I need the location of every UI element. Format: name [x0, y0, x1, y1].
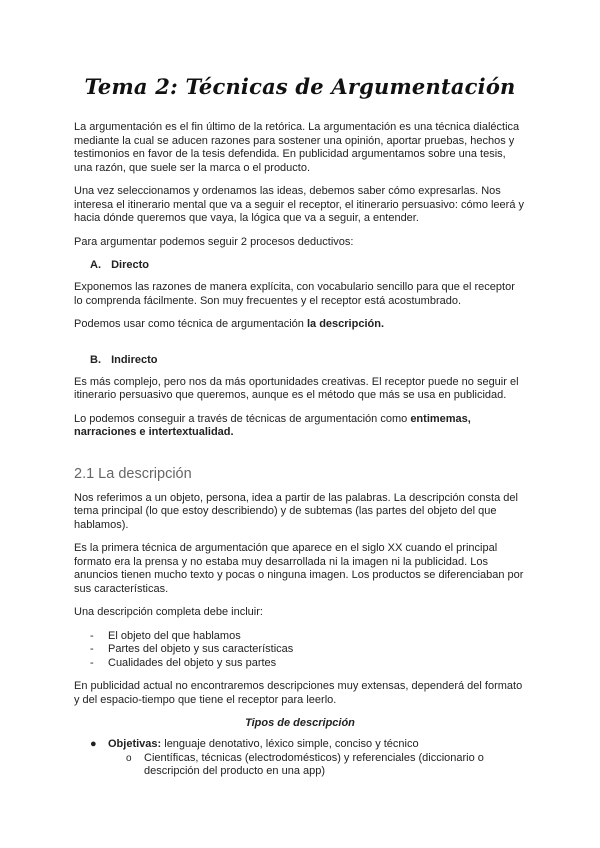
directo-paragraph-2-bold: la descripción. — [306, 318, 384, 330]
descripcion-paragraph-3: Una descripción completa debe incluir: — [74, 606, 263, 618]
dash-marker: - — [90, 629, 94, 642]
sub-list-item — [126, 752, 526, 779]
circle-marker: o — [126, 752, 132, 764]
document-title: Tema 2: Técnicas de Argumentación — [84, 74, 516, 99]
list-item-text: Cualidades del objeto y sus partes — [108, 656, 277, 669]
list-item-text: Partes del objeto y sus características — [108, 643, 294, 655]
bullet-marker: ● — [90, 738, 97, 750]
dash-marker: - — [90, 643, 94, 655]
subheading-name: Directo — [111, 259, 149, 271]
dash-marker: - — [90, 656, 94, 669]
directo-paragraph-2 — [74, 318, 526, 332]
section-heading-descripcion: 2.1 La descripción — [74, 465, 192, 482]
indirecto-paragraph-2 — [74, 413, 526, 440]
intro-paragraph-1: La argumentación es el fin último de la retórica. La argumentación es una técnica dialéctica mediante la cual se aducen razones para sostener una opinión, aportar pruebas, hechos y testimonios en favor de la tesis defendida. En publicidad argumentamos sobre una tesis, una razón, que suele ser la marca o el producto. — [74, 121, 520, 174]
list-item — [90, 643, 526, 657]
tipo-item-objetivas — [90, 738, 526, 779]
descripcion-list — [74, 630, 526, 671]
indirecto-paragraph-2-text: Lo podemos conseguir a través de técnicas de argumentación como — [74, 412, 411, 425]
intro-paragraph-2: Una vez seleccionamos y ordenamos las ideas, debemos saber cómo expresarlas. Nos interesa el itinerario mental que va a seguir el receptor, el itinerario persuasivo: cómo leerá y hacia dónde queremos que vaya, la lógica que va a seguir, a entender. — [74, 185, 525, 224]
directo-paragraph-1: Exponemos las razones de manera explícita, con vocabulario sencillo para que el receptor lo comprenda fácilmente. Son muy frecuentes y el receptor está acostumbrado. — [74, 281, 515, 307]
intro-paragraph-3: Para argumentar podemos seguir 2 procesos deductivos: — [74, 235, 354, 248]
list-item — [90, 630, 526, 644]
subheading-label: B. — [90, 353, 101, 366]
list-item-text: El objeto del que hablamos — [108, 629, 241, 642]
directo-paragraph-2-text: Podemos usar como técnica de argumentación — [74, 318, 307, 330]
tipo-sub-list — [108, 752, 526, 779]
tipo-name: Objetivas: — [108, 738, 162, 750]
descripcion-paragraph-2: Es la primera técnica de argumentación que aparece en el siglo XX cuando el principal formato era la prensa y no estaba muy desarrollada ni la imagen ni la publicidad. Los anuncios tienen mucho texto y pocas o ninguna imagen. Los productos se diferenciaban por sus características. — [74, 542, 524, 595]
indirecto-paragraph-2-bold: entimemas, narraciones e intertextualidad. — [74, 412, 471, 438]
tipo-text: lenguaje denotativo, léxico simple, conciso y técnico — [161, 738, 419, 750]
subheading-name: Indirecto — [111, 353, 158, 366]
tipos-heading: Tipos de descripción — [245, 717, 355, 729]
tipos-list — [74, 738, 526, 779]
subheading-indirecto — [90, 354, 526, 366]
indirecto-paragraph-1: Es más complejo, pero nos da más oportunidades creativas. El receptor puede no seguir el itinerario persuasivo que queremos, aunque es el método que más se usa en publicidad. — [74, 375, 519, 401]
sub-list-item-text: Científicas, técnicas (electrodomésticos) y referenciales (diccionario o descripción del producto en una app) — [144, 751, 484, 777]
list-item — [90, 657, 526, 671]
descripcion-paragraph-1: Nos referimos a un objeto, persona, idea a partir de las palabras. La descripción consta del tema principal (lo que estoy describiendo) y de subtemas (las partes del objeto del que hablamos). — [74, 491, 518, 531]
descripcion-paragraph-4: En publicidad actual no encontraremos descripciones muy extensas, dependerá del formato y del espacio-tiempo que tiene el receptor para leerlo. — [74, 680, 523, 706]
subheading-label: A. — [90, 259, 101, 271]
subheading-directo — [90, 259, 526, 271]
